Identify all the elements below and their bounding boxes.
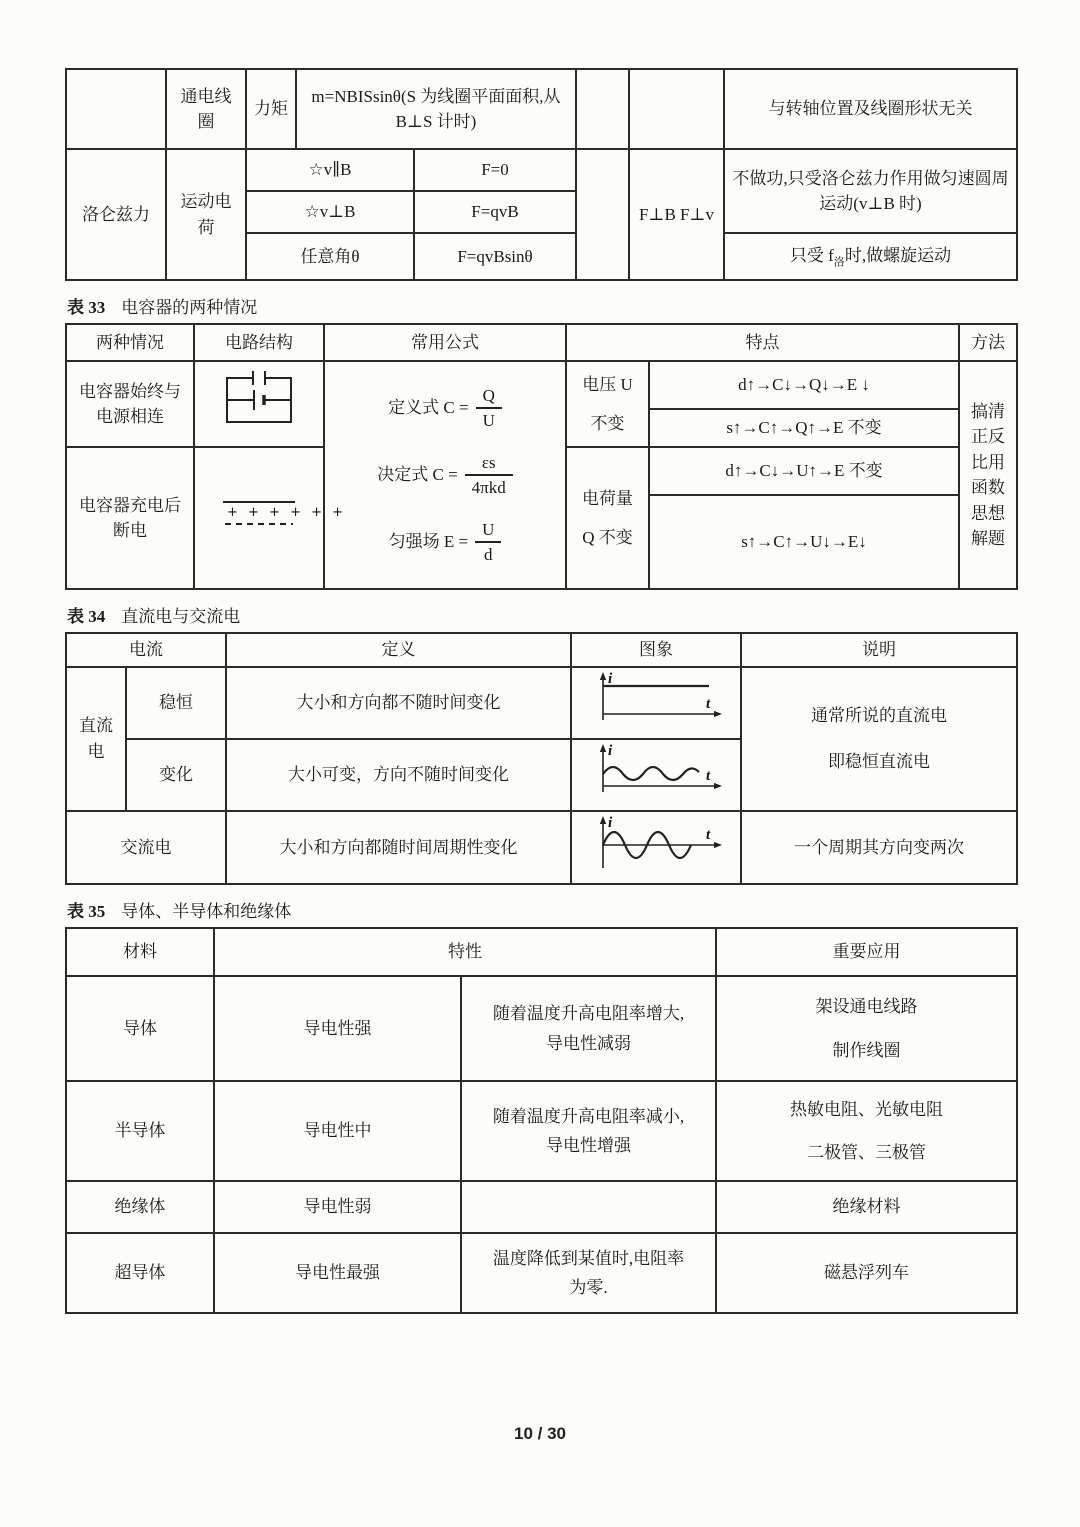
formula-uniform-field-label: 匀强场 E = [388, 532, 469, 552]
cell-conductivity-weak: 导电性弱 [214, 1181, 461, 1233]
app-lines: 热敏电阻、光敏电阻 二极管、三极管 [790, 1099, 943, 1162]
cell-temp-superconductor [461, 1233, 716, 1313]
header-situations: 两种情况 [66, 324, 194, 361]
header-definition: 定义 [226, 633, 571, 667]
cell-lorentz-direction: F⊥B F⊥v [629, 149, 724, 280]
cell-coil-formula: m=NBISsinθ(S 为线圈平面面积,从 B⊥S 计时) [296, 69, 576, 149]
cell-material-insulator: 绝缘体 [66, 1181, 214, 1233]
table33-caption-title: 电容器的两种情况 [121, 298, 258, 317]
header-application: 重要应用 [716, 928, 1017, 976]
cell-situation-disconnected: 电容器充电后断电 [66, 447, 194, 589]
temp-lines: 随着温度升高电阻率增大, 导电性减弱 [492, 1004, 685, 1053]
header-current: 电流 [66, 633, 226, 667]
ac-sine-graph [581, 814, 731, 874]
cell-conductivity-medium: 导电性中 [214, 1081, 461, 1181]
formula-determination [377, 452, 513, 499]
header-property: 特性 [214, 928, 716, 976]
magnetic-force-table [65, 68, 1018, 281]
page-number: 10 / 30 [514, 1424, 566, 1443]
cell-ac-definition: 大小和方向都随时间周期性变化 [226, 811, 571, 885]
cell-coil-note: 与转轴位置及线圈形状无关 [724, 69, 1017, 149]
cell-dc-note [741, 667, 1017, 811]
cell-lorentz-object: 运动电荷 [166, 149, 246, 280]
table35-caption [67, 897, 1080, 922]
t-axis-label: t [706, 696, 711, 713]
current-table [65, 632, 1018, 885]
fraction: $\frac{U}{d}$ [475, 519, 501, 566]
cell-feature-group-charge [566, 447, 649, 589]
formula-determination-label: 决定式 C = [377, 465, 458, 485]
cell-lorentz-formula-perpendicular: F=qvB [414, 191, 576, 233]
cell-empty [66, 69, 166, 149]
table35-caption-label: 表 35 [67, 902, 106, 921]
cell-conductivity-strongest: 导电性最强 [214, 1233, 461, 1313]
table35-caption-title: 导体、半导体和绝缘体 [121, 902, 292, 921]
t-axis-label: t [706, 826, 711, 843]
cell-apps-semiconductor [716, 1081, 1017, 1181]
cell-ac-label: 交流电 [66, 811, 226, 885]
cell-feature-group-voltage [566, 361, 649, 447]
formula-uniform-field [389, 519, 502, 566]
formula-definition [388, 385, 502, 432]
cell-material-conductor: 导体 [66, 976, 214, 1081]
cell-apps-conductor [716, 976, 1017, 1081]
cell-dc-steady-graph [571, 667, 741, 739]
cell-lorentz-note-circular: 不做功,只受洛仑兹力作用做匀速圆周运动(v⊥B 时) [724, 149, 1017, 233]
table34-caption-label: 表 34 [67, 607, 106, 626]
cell-temp-semiconductor [461, 1081, 716, 1181]
cell-lorentz-note-spiral [724, 233, 1017, 280]
table33-caption [67, 293, 1080, 318]
i-axis-label: i [608, 814, 613, 831]
header-formulas: 常用公式 [324, 324, 566, 361]
header-material: 材料 [66, 928, 214, 976]
plus-charges: + + + + + + [227, 505, 347, 521]
cell-feature-q2: s↑→C↑→U↓→E↓ [649, 495, 959, 589]
cell-dc-steady: 稳恒 [126, 667, 226, 739]
cell-dc-label: 直流电 [66, 667, 126, 811]
cell-feature-v1: d↑→C↓→Q↓→E ↓ [649, 361, 959, 409]
cell-ac-note: 一个周期其方向变两次 [741, 811, 1017, 885]
cell-empty [629, 69, 724, 149]
cell-lorentz-case-perpendicular: ☆v⊥B [246, 191, 414, 233]
cell-feature-q1: d↑→C↓→U↑→E 不变 [649, 447, 959, 495]
header-explanation: 说明 [741, 633, 1017, 667]
note-spiral-subscript: 洛 [833, 255, 845, 268]
cell-empty [576, 149, 629, 280]
cell-circuit-diagram-disconnected [194, 447, 347, 589]
feature-label-voltage: 电压 U 不变 [582, 374, 633, 433]
cell-empty [576, 69, 629, 149]
cell-circuit-diagram-connected [194, 361, 324, 447]
cell-dc-varying: 变化 [126, 739, 226, 811]
constant-current-graph [581, 670, 731, 728]
cell-coil-quantity: 力矩 [246, 69, 296, 149]
cell-lorentz-case-parallel: ☆v∥B [246, 149, 414, 191]
cell-feature-v2: s↑→C↑→Q↑→E 不变 [649, 409, 959, 447]
formula-definition-label: 定义式 C = [388, 398, 469, 418]
feature-label-charge: 电荷量 Q 不变 [582, 488, 633, 547]
temp-lines: 随着温度升高电阻率减小, 导电性增强 [492, 1106, 685, 1155]
i-axis-label: i [608, 743, 613, 759]
formula-list [331, 364, 559, 586]
varying-dc-graph [581, 742, 731, 800]
cell-method: 搞清正反比用函数思想解题 [959, 361, 1017, 589]
cell-lorentz-formula-angle: F=qvBsinθ [414, 233, 576, 280]
cell-temp-insulator [461, 1181, 716, 1233]
app-lines: 架设通电线路 制作线圈 [815, 997, 918, 1060]
charged-capacitor-diagram [213, 491, 347, 537]
note-spiral-post: 时,做螺旋运动 [844, 245, 952, 265]
table34-caption [67, 602, 1080, 627]
capacitor-table [65, 323, 1018, 590]
cell-conductivity-strong: 导电性强 [214, 976, 461, 1081]
header-graph: 图象 [571, 633, 741, 667]
cell-ac-graph [571, 811, 741, 885]
battery-capacitor-circuit-diagram [213, 368, 305, 432]
cell-lorentz-name: 洛仑兹力 [66, 149, 166, 280]
fraction: $\frac{Q}{U}$ [476, 385, 502, 432]
cell-material-semiconductor: 半导体 [66, 1081, 214, 1181]
header-method: 方法 [959, 324, 1017, 361]
cell-coil-object: 通电线圈 [166, 69, 246, 149]
i-axis-label: i [608, 671, 613, 688]
header-circuit-structure: 电路结构 [194, 324, 324, 361]
cell-situation-connected: 电容器始终与电源相连 [66, 361, 194, 447]
cell-dc-varying-definition: 大小可变，方向不随时间变化 [226, 739, 571, 811]
table34-caption-title: 直流电与交流电 [121, 607, 241, 626]
t-axis-label: t [706, 768, 711, 784]
cell-apps-insulator: 绝缘材料 [716, 1181, 1017, 1233]
cell-dc-varying-graph [571, 739, 741, 811]
dc-note-lines: 通常所说的直流电 即稳恒直流电 [811, 706, 947, 771]
cell-lorentz-formula-parallel: F=0 [414, 149, 576, 191]
cell-common-formulas [324, 361, 566, 589]
fraction: $\frac{\varepsilon s}{\text{4πkd}}$ [465, 452, 513, 499]
cell-apps-superconductor: 磁悬浮列车 [716, 1233, 1017, 1313]
cell-dc-steady-definition: 大小和方向都不随时间变化 [226, 667, 571, 739]
materials-table [65, 927, 1018, 1314]
table33-caption-label: 表 33 [67, 298, 106, 317]
cell-temp-conductor [461, 976, 716, 1081]
temp-lines: 温度降低到某值时,电阻率 为零. [492, 1248, 685, 1297]
header-features: 特点 [566, 324, 959, 361]
cell-material-superconductor: 超导体 [66, 1233, 214, 1313]
cell-lorentz-case-angle: 任意角θ [246, 233, 414, 280]
note-spiral-pre: 只受 f [789, 245, 834, 265]
